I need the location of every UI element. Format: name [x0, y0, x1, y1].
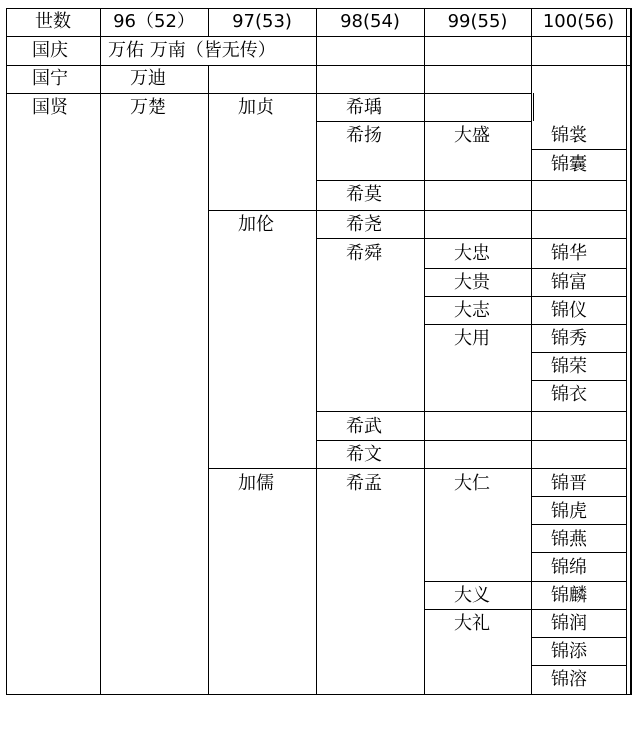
line-jiazhen-bottom [208, 210, 627, 211]
cell-jinyi-2: 锦衣 [551, 384, 587, 405]
line-jinhu-bottom [531, 524, 627, 525]
line-dazhi-bottom [424, 324, 627, 325]
cell-xiyu: 希瑀 [346, 97, 382, 118]
col-divider-96 [100, 8, 101, 694]
bottom-border [6, 694, 632, 695]
row-guoning-bottom [6, 93, 532, 94]
line-jinyan-bottom [531, 552, 627, 553]
cell-xishun: 希舜 [346, 243, 382, 264]
cell-jintian: 锦添 [551, 641, 587, 662]
cell-dazhong: 大忠 [454, 243, 490, 264]
header-col-98: 98(54) [340, 11, 400, 32]
line-xiyang-bottom [316, 180, 627, 181]
row-guoxian-name: 国贤 [32, 97, 68, 118]
line-jinxiu-bottom [531, 352, 627, 353]
cell-dayi: 大义 [454, 585, 490, 606]
col-divider-99 [424, 8, 425, 694]
cell-xiyang: 希扬 [346, 125, 382, 146]
cell-jinhu: 锦虎 [551, 501, 587, 522]
row-guoning-name: 国宁 [32, 68, 68, 89]
col-divider-98 [316, 8, 317, 694]
row-guoning-g96: 万迪 [130, 68, 166, 89]
cell-jinyan: 锦燕 [551, 529, 587, 550]
col-divider-100 [531, 8, 532, 694]
branch-jialun: 加伦 [238, 214, 274, 235]
line-jinjin-bottom [531, 496, 627, 497]
cell-dazhi: 大志 [454, 300, 490, 321]
cell-xiwen: 希文 [346, 444, 382, 465]
line-dagui-bottom [424, 296, 627, 297]
header-col-99: 99(55) [447, 11, 508, 32]
double-divider-xiyu [533, 93, 534, 121]
header-col-96: 96（52） [113, 11, 195, 32]
cell-jinfu: 锦富 [551, 272, 587, 293]
line-jintian-bottom [531, 665, 627, 666]
cell-dasheng: 大盛 [454, 125, 490, 146]
cell-jinxiu: 锦秀 [551, 328, 587, 349]
header-bottom-line [6, 36, 632, 37]
cell-dagui: 大贵 [454, 272, 490, 293]
cell-jinchang: 锦裳 [551, 125, 587, 146]
cell-jinyi: 锦仪 [551, 300, 587, 321]
cell-xiwu: 希武 [346, 416, 382, 437]
header-col-97: 97(53) [232, 11, 292, 32]
line-daren-bottom [424, 581, 627, 582]
line-xiyu-bottom [316, 121, 532, 122]
cell-jinmian: 锦绵 [551, 557, 587, 578]
right-border-outer [630, 8, 632, 694]
cell-jinrong-2: 锦溶 [551, 669, 587, 690]
header-generation: 世数 [35, 11, 71, 32]
cell-jinlin: 锦麟 [551, 585, 587, 606]
cell-xiyao: 希尧 [346, 214, 382, 235]
cell-ximeng: 希孟 [346, 473, 382, 494]
row-guoqing-name: 国庆 [32, 40, 68, 61]
cell-jinhua: 锦华 [551, 243, 587, 264]
left-border [6, 8, 7, 694]
header-col-100: 100(56) [542, 11, 615, 32]
col-divider-97 [208, 65, 209, 694]
cell-ximo: 希莫 [346, 184, 382, 205]
line-jinrong-bottom [531, 380, 627, 381]
cell-dali: 大礼 [454, 613, 490, 634]
cell-jinrun: 锦润 [551, 613, 587, 634]
branch-jiaru: 加儒 [238, 473, 274, 494]
top-border [6, 8, 632, 9]
line-dazhong-bottom [424, 268, 627, 269]
row-guoxian-g96: 万楚 [130, 97, 166, 118]
cell-jinjin: 锦晋 [551, 473, 587, 494]
line-jinchang-bottom [531, 149, 627, 150]
cell-jinnang: 锦囊 [551, 154, 587, 175]
line-dayi-bottom [424, 609, 627, 610]
line-xiyao-bottom [316, 238, 627, 239]
branch-jiazhen: 加贞 [238, 97, 274, 118]
cell-daren: 大仁 [454, 473, 490, 494]
line-xiwu-bottom [316, 440, 627, 441]
right-border-inner [626, 8, 627, 694]
cell-jinrong: 锦荣 [551, 356, 587, 377]
cell-dayong: 大用 [454, 328, 490, 349]
line-jinrun-bottom [531, 637, 627, 638]
line-xishun-bottom [316, 411, 627, 412]
line-jialun-bottom [208, 468, 627, 469]
row-guoqing-bottom [6, 65, 632, 66]
row-guoqing-g96: 万佑 万南（皆无传） [108, 40, 276, 61]
